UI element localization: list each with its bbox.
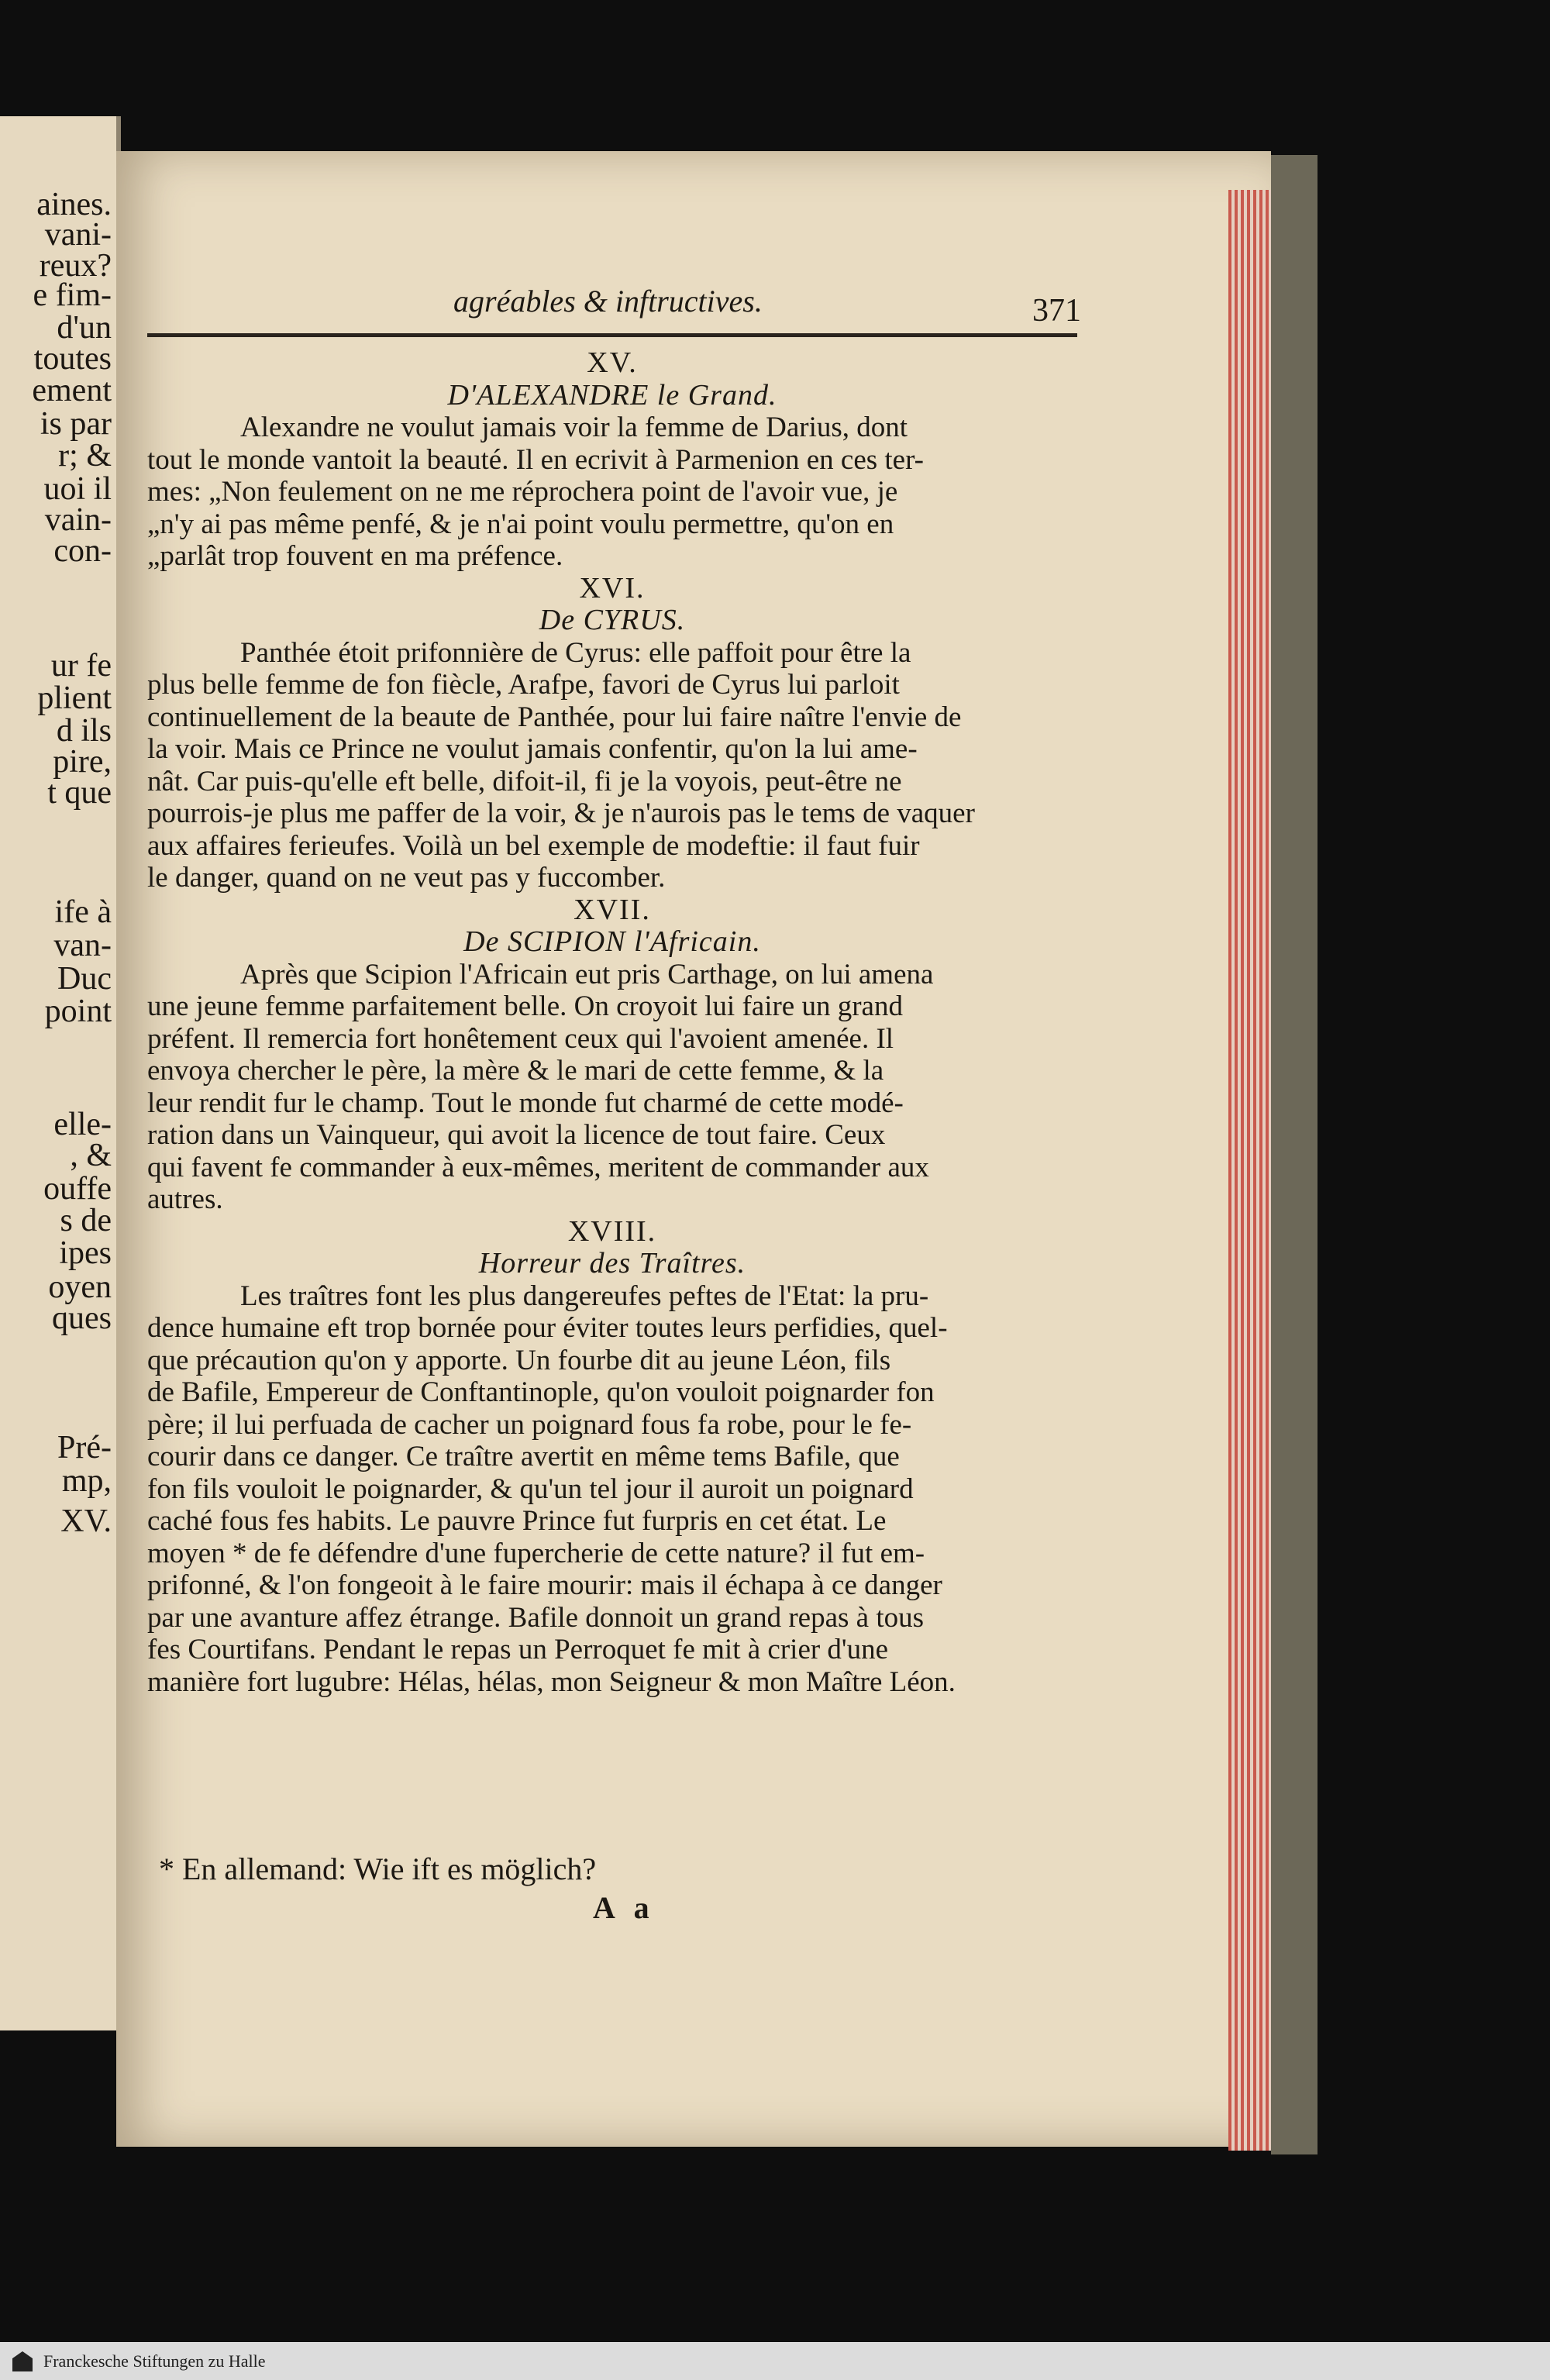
footer-credit: Franckesche Stiftungen zu Halle xyxy=(43,2351,266,2371)
footnote: * En allemand: Wie ift es möglich? xyxy=(159,1851,597,1886)
text-line: une jeune femme parfaitement belle. On croyoit lui faire un grand xyxy=(147,990,903,1022)
left-page-fragment: vain- xyxy=(44,502,112,538)
running-head-title: agréables & inftructives. xyxy=(453,284,763,319)
left-page-fragment: uoi il xyxy=(43,471,112,507)
left-page-fragment: ife à xyxy=(54,894,112,930)
text-line: autres. xyxy=(147,1183,223,1215)
text-line: Panthée étoit prifonnière de Cyrus: elle paffoit pour être la xyxy=(240,636,911,669)
text-line: nât. Car puis-qu'elle eft belle, difoit-il, fi je la voyois, peut-être ne xyxy=(147,765,902,797)
left-page-fragment: is par xyxy=(40,406,112,442)
text-line: Après que Scipion l'Africain eut pris Carthage, on lui amena xyxy=(240,958,934,990)
text-line: caché fous fes habits. Le pauvre Prince fut furpris en cet état. Le xyxy=(147,1505,887,1537)
text-line: „n'y ai pas même penfé, & je n'ai point voulu permettre, qu'on en xyxy=(147,508,894,540)
left-page-fragment: pire, xyxy=(53,744,112,780)
text-line: leur rendit fur le champ. Tout le monde fut charmé de cette modé- xyxy=(147,1087,904,1119)
text-line: fon fils vouloit le poignarder, & qu'un tel jour il auroit un poignard xyxy=(147,1472,914,1505)
section-title: De SCIPION l'Africain. xyxy=(463,925,761,958)
text-line: courir dans ce danger. Ce traître avertit en même tems Bafile, que xyxy=(147,1441,900,1472)
text-line: envoya chercher le père, la mère & le mari de cette femme, & la xyxy=(147,1055,884,1087)
text-line: mes: „Non feulement on ne me réprochera point de l'avoir vue, je xyxy=(147,476,898,508)
section-title: Horreur des Traîtres. xyxy=(478,1247,746,1280)
section-number: XVIII. xyxy=(567,1214,657,1248)
page-body xyxy=(147,347,1077,1698)
left-page-fragment: Duc xyxy=(57,961,112,997)
text-line: ration dans un Vainqueur, qui avoit la licence de tout faire. Ceux xyxy=(147,1119,886,1151)
text-line: „parlât trop fouvent en ma préfence. xyxy=(147,540,563,572)
text-line: préfent. Il remercia fort honêtement ceux qui l'avoient amenée. Il xyxy=(147,1022,894,1055)
text-line: manière fort lugubre: Hélas, hélas, mon Seigneur & mon Maître Léon. xyxy=(147,1665,956,1698)
header-rule xyxy=(147,333,1077,337)
left-page-fragment: toutes xyxy=(33,341,112,377)
section-number: XV. xyxy=(587,346,638,379)
left-page-fragment: e fim- xyxy=(33,277,112,313)
left-page-fragment: s de xyxy=(60,1203,112,1238)
left-page-fragment: aines. xyxy=(36,187,112,222)
text-line: fes Courtifans. Pendant le repas un Perroquet fe mit à crier d'une xyxy=(147,1634,889,1665)
left-page-fragment: plient xyxy=(37,680,112,716)
text-line: continuellement de la beaute de Panthée, pour lui faire naître l'envie de xyxy=(147,701,962,733)
book-cover-edge xyxy=(1271,155,1318,2154)
left-page-fragment: Pré- xyxy=(57,1430,112,1466)
footer-bar xyxy=(0,2342,1550,2380)
text-line: Les traîtres font les plus dangereufes peftes de l'Etat: la pru- xyxy=(240,1280,929,1312)
page-edges xyxy=(1228,190,1271,2151)
left-page-fragment: ur fe xyxy=(50,648,112,684)
left-page-fragment: ement xyxy=(32,373,112,408)
text-line: par une avanture affez étrange. Bafile donnoit un grand repas à tous xyxy=(147,1601,925,1634)
text-line: aux affaires ferieufes. Voilà un bel exemple de modeftie: il faut fuir xyxy=(147,829,920,862)
left-page-fragment: elle- xyxy=(53,1107,112,1142)
left-page-fragment: t que xyxy=(47,775,112,811)
section-title: De CYRUS. xyxy=(539,604,686,636)
left-page-fragment: vani- xyxy=(44,217,112,253)
text-line: de Bafile, Empereur de Conftantinople, qu'on vouloit poignarder fon xyxy=(147,1376,935,1408)
left-page-fragment: mp, xyxy=(61,1463,112,1499)
left-page-fragment: d ils xyxy=(56,713,112,749)
text-line: pourrois-je plus me paffer de la voir, & je n'aurois pas le tems de vaquer xyxy=(147,797,975,829)
left-page-edge xyxy=(0,116,121,2030)
text-line: Alexandre ne voulut jamais voir la femme de Darius, dont xyxy=(240,412,908,443)
text-line: moyen * de fe défendre d'une fupercherie de cette nature? il fut em- xyxy=(147,1537,925,1569)
text-line: plus belle femme de fon fiècle, Arafpe, favori de Cyrus lui parloit xyxy=(147,669,900,701)
left-page-fragment: oyen xyxy=(48,1269,112,1305)
section-number: XVI. xyxy=(579,571,646,604)
text-line: père; il lui perfuada de cacher un poignard fous fa robe, pour le fe- xyxy=(147,1408,912,1441)
left-page-fragment: d'un xyxy=(57,310,112,346)
left-page-fragment: r; & xyxy=(58,438,112,474)
page-number: 371 xyxy=(1032,293,1081,329)
left-page-fragment: , & xyxy=(70,1138,112,1173)
running-head xyxy=(147,283,1081,329)
text-line: prifonné, & l'on fongeoit à le faire mourir: mais il échapa à ce danger xyxy=(147,1569,942,1601)
left-page-fragment: ouffe xyxy=(43,1171,112,1207)
left-page-fragment: reux? xyxy=(39,248,112,284)
left-page-fragment: con- xyxy=(53,533,112,569)
section-number: XVII. xyxy=(574,893,651,926)
left-page-fragment: ipes xyxy=(59,1235,112,1271)
text-line: le danger, quand on ne veut pas y fuccomber. xyxy=(147,862,666,894)
text-line: la voir. Mais ce Prince ne voulut jamais confentir, qu'on la lui ame- xyxy=(147,733,918,765)
institution-logo-icon xyxy=(12,2351,33,2371)
section-title: D'ALEXANDRE le Grand. xyxy=(447,378,777,412)
text-line: que précaution qu'on y apporte. Un fourbe dit au jeune Léon, fils xyxy=(147,1344,891,1376)
signature-mark: A a xyxy=(593,1890,656,1925)
left-page-fragment: point xyxy=(44,994,112,1029)
left-page-fragment: van- xyxy=(53,928,112,963)
left-page-fragment: XV. xyxy=(60,1503,112,1539)
text-line: qui favent fe commander à eux-mêmes, meritent de commander aux xyxy=(147,1151,929,1183)
text-line: dence humaine eft trop bornée pour éviter toutes leurs perfidies, quel- xyxy=(147,1312,948,1344)
text-line: tout le monde vantoit la beauté. Il en ecrivit à Parmenion en ces ter- xyxy=(147,443,924,476)
left-page-fragment: ques xyxy=(52,1300,112,1336)
